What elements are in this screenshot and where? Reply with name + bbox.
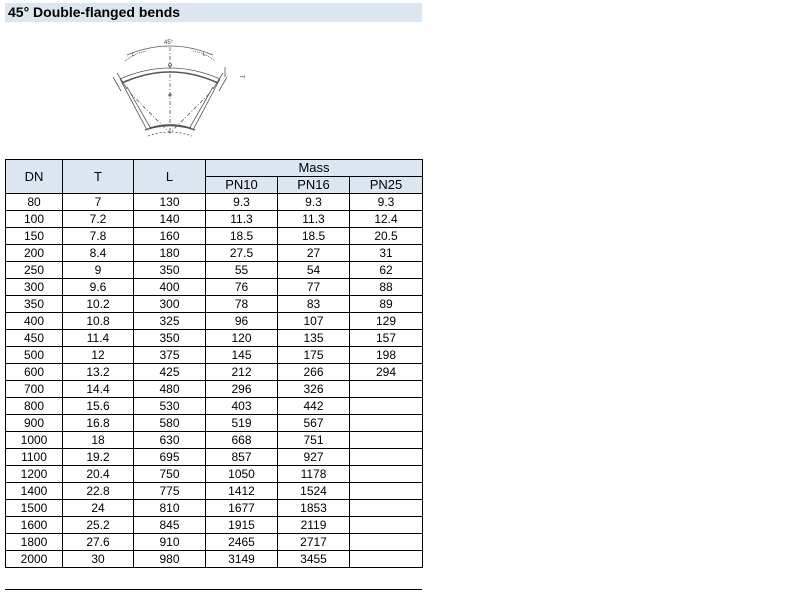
cell-dn: 450 (6, 330, 63, 347)
cell-pn10: 668 (206, 432, 278, 449)
cell-pn25: 157 (350, 330, 423, 347)
cell-t: 10.8 (63, 313, 134, 330)
table-row (6, 364, 423, 381)
l-label-right: L (203, 52, 206, 58)
table-row (6, 381, 423, 398)
table-row (6, 466, 423, 483)
cell-pn25 (350, 517, 423, 534)
cell-l: 980 (134, 551, 206, 568)
table-row (6, 398, 423, 415)
table-row (6, 517, 423, 534)
cell-dn: 1600 (6, 517, 63, 534)
cell-pn16: 18.5 (278, 228, 350, 245)
cell-l: 350 (134, 262, 206, 279)
cell-pn10: 11.3 (206, 211, 278, 228)
cell-pn16: 135 (278, 330, 350, 347)
cell-pn25: 62 (350, 262, 423, 279)
table-row (6, 551, 423, 568)
cell-dn: 1100 (6, 449, 63, 466)
table-body (6, 194, 423, 568)
title-bar (5, 3, 422, 22)
cell-t: 8.4 (63, 245, 134, 262)
t-label: T (238, 75, 244, 79)
cell-pn25 (350, 398, 423, 415)
cell-l: 140 (134, 211, 206, 228)
cell-l: 375 (134, 347, 206, 364)
cell-l: 810 (134, 500, 206, 517)
bend-drawing (105, 33, 255, 148)
cell-dn: 250 (6, 262, 63, 279)
cell-pn25 (350, 432, 423, 449)
cell-dn: 150 (6, 228, 63, 245)
cell-pn16: 107 (278, 313, 350, 330)
cell-pn25 (350, 534, 423, 551)
cell-pn16: 1178 (278, 466, 350, 483)
cell-t: 19.2 (63, 449, 134, 466)
header-pn10: PN10 (206, 177, 278, 194)
table-row (6, 449, 423, 466)
cell-t: 18 (63, 432, 134, 449)
cell-pn16: 2717 (278, 534, 350, 551)
cell-pn25 (350, 500, 423, 517)
table-row (6, 279, 423, 296)
cell-dn: 700 (6, 381, 63, 398)
cell-l: 580 (134, 415, 206, 432)
table-row (6, 330, 423, 347)
cell-l: 160 (134, 228, 206, 245)
cell-dn: 500 (6, 347, 63, 364)
cell-pn10: 9.3 (206, 194, 278, 211)
cell-pn10: 296 (206, 381, 278, 398)
table-row (6, 313, 423, 330)
table-row (6, 245, 423, 262)
cell-pn10: 857 (206, 449, 278, 466)
cell-l: 400 (134, 279, 206, 296)
cell-t: 27.6 (63, 534, 134, 551)
cell-t: 20.4 (63, 466, 134, 483)
cell-pn10: 78 (206, 296, 278, 313)
cell-l: 180 (134, 245, 206, 262)
cell-pn25 (350, 449, 423, 466)
table-row (6, 211, 423, 228)
cell-pn10: 2465 (206, 534, 278, 551)
cell-t: 9 (63, 262, 134, 279)
cell-pn16: 266 (278, 364, 350, 381)
table-row (6, 534, 423, 551)
cell-t: 9.6 (63, 279, 134, 296)
cell-pn10: 1677 (206, 500, 278, 517)
table-row (6, 347, 423, 364)
cell-pn16: 3455 (278, 551, 350, 568)
cell-t: 11.4 (63, 330, 134, 347)
cell-pn16: 54 (278, 262, 350, 279)
cell-dn: 600 (6, 364, 63, 381)
header-dn: DN (6, 160, 63, 194)
cell-l: 845 (134, 517, 206, 534)
cell-pn25 (350, 381, 423, 398)
angle-label: 45° (164, 40, 174, 46)
cell-pn10: 1915 (206, 517, 278, 534)
cell-dn: 1500 (6, 500, 63, 517)
cell-dn: 400 (6, 313, 63, 330)
cell-pn10: 519 (206, 415, 278, 432)
cell-dn: 2000 (6, 551, 63, 568)
cell-pn10: 120 (206, 330, 278, 347)
cell-pn16: 27 (278, 245, 350, 262)
header-t: T (63, 160, 134, 194)
table-row (6, 296, 423, 313)
cell-pn16: 2119 (278, 517, 350, 534)
cell-pn10: 55 (206, 262, 278, 279)
cell-l: 300 (134, 296, 206, 313)
cell-l: 630 (134, 432, 206, 449)
cell-pn10: 1412 (206, 483, 278, 500)
table-row (6, 194, 423, 211)
cell-dn: 80 (6, 194, 63, 211)
cell-t: 12 (63, 347, 134, 364)
cell-t: 16.8 (63, 415, 134, 432)
cell-l: 530 (134, 398, 206, 415)
cell-t: 22.8 (63, 483, 134, 500)
cell-l: 695 (134, 449, 206, 466)
header-pn25: PN25 (350, 177, 423, 194)
cell-pn16: 751 (278, 432, 350, 449)
cell-pn25: 294 (350, 364, 423, 381)
cell-dn: 1200 (6, 466, 63, 483)
cell-dn: 200 (6, 245, 63, 262)
l-label-left: L (132, 52, 135, 58)
cell-t: 7 (63, 194, 134, 211)
cell-pn16: 77 (278, 279, 350, 296)
cell-pn25 (350, 466, 423, 483)
cell-pn10: 27.5 (206, 245, 278, 262)
cell-pn25 (350, 551, 423, 568)
cell-pn25: 12.4 (350, 211, 423, 228)
cell-pn25: 198 (350, 347, 423, 364)
cell-t: 13.2 (63, 364, 134, 381)
cell-pn16: 927 (278, 449, 350, 466)
cell-pn16: 326 (278, 381, 350, 398)
header-l: L (134, 160, 206, 194)
cell-pn10: 403 (206, 398, 278, 415)
cell-dn: 900 (6, 415, 63, 432)
cell-pn25: 88 (350, 279, 423, 296)
cell-l: 480 (134, 381, 206, 398)
table-row (6, 483, 423, 500)
cell-t: 25.2 (63, 517, 134, 534)
cell-dn: 1000 (6, 432, 63, 449)
cell-pn16: 442 (278, 398, 350, 415)
cell-pn16: 83 (278, 296, 350, 313)
cell-pn10: 1050 (206, 466, 278, 483)
cell-t: 10.2 (63, 296, 134, 313)
cell-t: 24 (63, 500, 134, 517)
header-mass: Mass (206, 160, 423, 177)
cell-pn10: 18.5 (206, 228, 278, 245)
cell-l: 350 (134, 330, 206, 347)
cell-pn10: 212 (206, 364, 278, 381)
table-row (6, 415, 423, 432)
cell-l: 750 (134, 466, 206, 483)
cell-dn: 350 (6, 296, 63, 313)
cell-pn16: 1853 (278, 500, 350, 517)
bend-spec-table (5, 159, 423, 568)
cell-pn16: 175 (278, 347, 350, 364)
cell-pn16: 1524 (278, 483, 350, 500)
cell-t: 7.2 (63, 211, 134, 228)
cell-pn25: 31 (350, 245, 423, 262)
table-row (6, 228, 423, 245)
cell-l: 325 (134, 313, 206, 330)
cell-pn25: 89 (350, 296, 423, 313)
cell-pn10: 3149 (206, 551, 278, 568)
table-row (6, 432, 423, 449)
table-row (6, 500, 423, 517)
cell-l: 130 (134, 194, 206, 211)
cell-l: 775 (134, 483, 206, 500)
cell-dn: 1800 (6, 534, 63, 551)
cell-pn25: 9.3 (350, 194, 423, 211)
cell-pn25 (350, 483, 423, 500)
cell-pn16: 11.3 (278, 211, 350, 228)
cell-l: 910 (134, 534, 206, 551)
cell-pn10: 96 (206, 313, 278, 330)
table-row (6, 262, 423, 279)
bottom-rule (5, 589, 422, 590)
cell-pn25: 129 (350, 313, 423, 330)
cell-t: 14.4 (63, 381, 134, 398)
cell-pn25 (350, 415, 423, 432)
header-pn16: PN16 (278, 177, 350, 194)
page-title: 45° Double-flanged bends (8, 4, 181, 20)
cell-pn25: 20.5 (350, 228, 423, 245)
cell-dn: 1400 (6, 483, 63, 500)
cell-dn: 100 (6, 211, 63, 228)
cell-l: 425 (134, 364, 206, 381)
cell-pn16: 9.3 (278, 194, 350, 211)
cell-t: 15.6 (63, 398, 134, 415)
cell-dn: 300 (6, 279, 63, 296)
cell-pn10: 145 (206, 347, 278, 364)
cell-pn10: 76 (206, 279, 278, 296)
cell-t: 30 (63, 551, 134, 568)
cell-dn: 800 (6, 398, 63, 415)
cell-t: 7.8 (63, 228, 134, 245)
cell-pn16: 567 (278, 415, 350, 432)
